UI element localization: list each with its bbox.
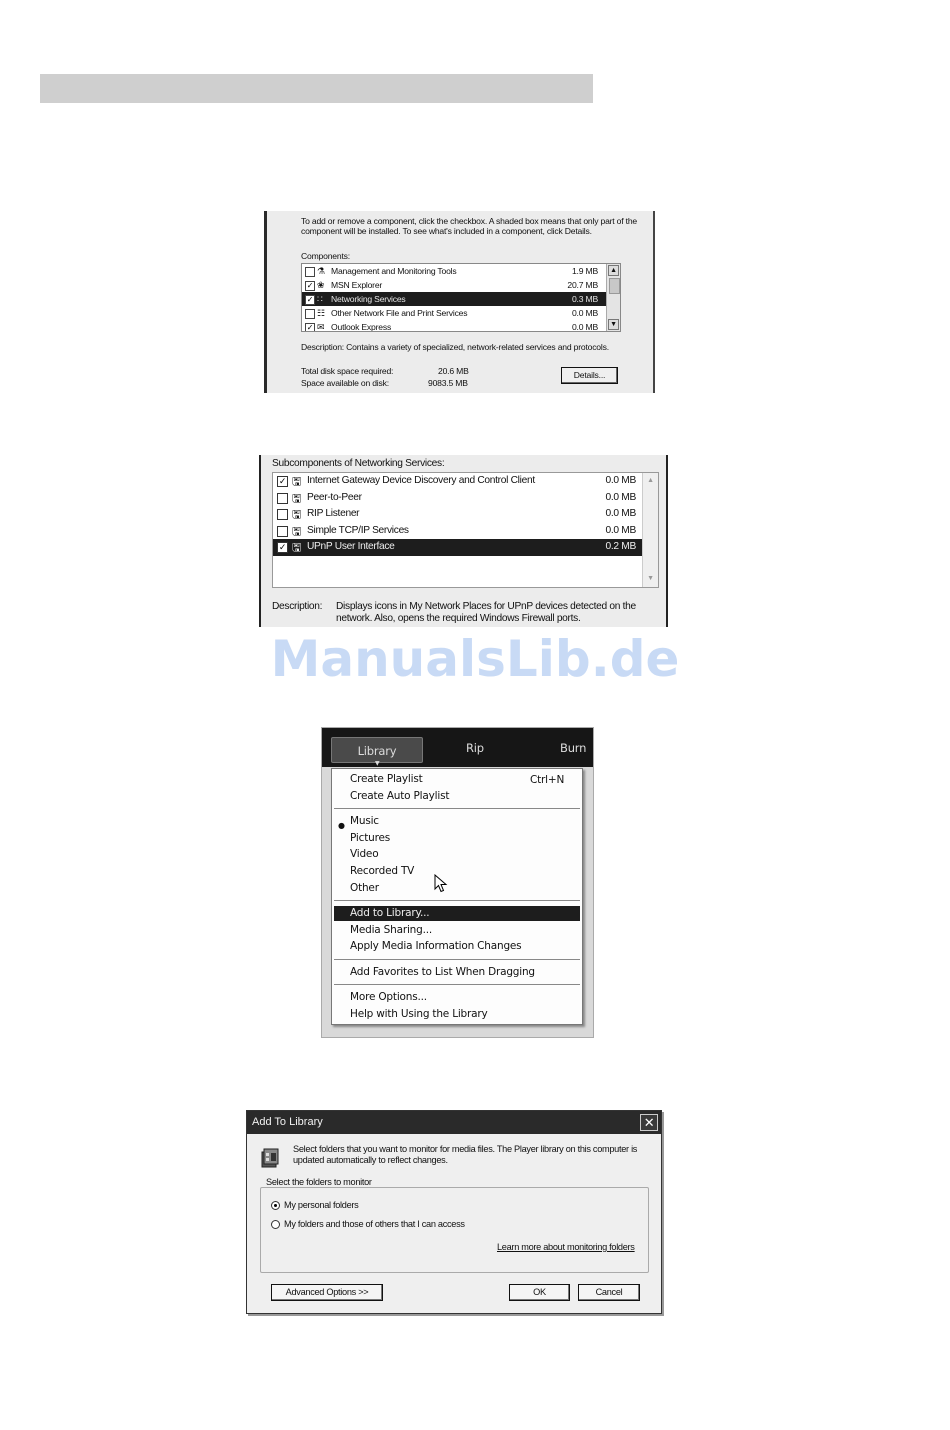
menu-item-other[interactable]: Other	[350, 882, 379, 894]
menu-item-media-sharing[interactable]: Media Sharing...	[350, 924, 432, 936]
computer-icon: 🖫	[292, 525, 302, 538]
total-space-value: 20.6 MB	[438, 366, 469, 376]
menu-item-apply-media-info[interactable]: Apply Media Information Changes	[350, 940, 522, 952]
shortcut-label: Ctrl+N	[530, 774, 565, 786]
available-space-label: Space available on disk:	[301, 378, 389, 388]
list-item[interactable]: 🖫 Peer-to-Peer 0.0 MB	[273, 490, 658, 507]
section-header-bar	[40, 74, 593, 103]
windows-components-panel	[264, 211, 655, 393]
checkbox[interactable]: ✓	[278, 542, 287, 553]
player-tab-bar	[322, 728, 593, 767]
components-list[interactable]	[301, 263, 621, 332]
component-description: Description: Contains a variety of specialized, network-related services and protocols.	[301, 342, 609, 352]
radio-others-folders[interactable]	[271, 1220, 280, 1229]
checkbox[interactable]	[305, 267, 315, 277]
list-item[interactable]: ✓ ❀ MSN Explorer 20.7 MB	[306, 280, 598, 290]
network-icon: ☷	[317, 308, 325, 318]
list-item[interactable]: ✓ 🖫 Internet Gateway Device Discovery and Control Client 0.0 MB	[273, 473, 658, 490]
menu-item-add-to-library[interactable]: Add to Library...	[334, 906, 580, 921]
group-label: Select the folders to monitor	[266, 1177, 372, 1187]
computer-icon: 🖫	[292, 492, 302, 505]
menu-item-create-playlist[interactable]: Create Playlist	[350, 773, 423, 785]
tab-library[interactable]: Library	[331, 737, 423, 763]
option-label: My folders and those of others that I can access	[284, 1219, 465, 1229]
close-button[interactable]: ✕	[640, 1114, 658, 1131]
description-label: Description:	[272, 601, 323, 612]
computer-icon: 🖫	[292, 542, 302, 555]
total-space-label: Total disk space required:	[301, 366, 394, 376]
network-icon: ∷	[317, 294, 323, 304]
list-item[interactable]: 🖫 Simple TCP/IP Services 0.0 MB	[273, 523, 658, 540]
menu-divider	[334, 984, 580, 985]
menu-item-pictures[interactable]: Pictures	[350, 832, 390, 844]
cancel-button[interactable]: Cancel	[578, 1284, 640, 1301]
checkbox[interactable]: ✓	[306, 295, 314, 304]
outlook-icon: ✉	[317, 322, 325, 332]
mouse-pointer-icon	[434, 874, 448, 894]
learn-more-link[interactable]: Learn more about monitoring folders	[497, 1242, 635, 1252]
add-to-library-dialog	[246, 1110, 662, 1314]
media-player-library-menu	[321, 727, 594, 1038]
computer-icon: 🖫	[292, 476, 302, 488]
watermark: ManualsLib.de	[270, 630, 680, 688]
scroll-thumb[interactable]	[609, 278, 620, 294]
menu-divider	[334, 959, 580, 960]
checkbox[interactable]	[305, 309, 315, 319]
menu-item-help-library[interactable]: Help with Using the Library	[350, 1008, 488, 1020]
networking-services-panel	[259, 455, 668, 627]
subcomponents-list[interactable]	[272, 472, 659, 588]
tools-icon: ⚗	[317, 266, 325, 276]
list-item[interactable]: 🖫 RIP Listener 0.0 MB	[273, 506, 658, 523]
menu-item-add-favorites[interactable]: Add Favorites to List When Dragging	[350, 966, 535, 978]
radio-my-personal-folders[interactable]	[271, 1201, 280, 1210]
dialog-title: Add To Library	[252, 1116, 323, 1128]
bullet-icon: ●	[338, 821, 345, 830]
tab-rip[interactable]: Rip	[466, 741, 484, 755]
scroll-up-icon[interactable]: ▲	[608, 265, 619, 276]
menu-divider	[334, 808, 580, 809]
list-item-selected[interactable]: ✓ ∷ Networking Services 0.3 MB	[302, 292, 620, 306]
description-text: Displays icons in My Network Places for UPnP devices detected on the network. Also, opens the required Windows Firewall ports.	[336, 601, 636, 624]
menu-item-video[interactable]: Video	[350, 848, 379, 860]
menu-item-create-auto-playlist[interactable]: Create Auto Playlist	[350, 790, 450, 802]
dialog-intro-text: Select folders that you want to monitor for media files. The Player library on this computer is updated automatically to reflect changes.	[293, 1144, 638, 1165]
menu-item-recorded-tv[interactable]: Recorded TV	[350, 865, 415, 877]
subcomponents-title: Subcomponents of Networking Services:	[272, 458, 445, 469]
tab-burn[interactable]: Burn	[560, 741, 587, 755]
checkbox[interactable]	[277, 526, 288, 537]
available-space-value: 9083.5 MB	[428, 378, 468, 388]
media-folder-icon	[260, 1147, 282, 1169]
chevron-down-icon: ▼	[375, 760, 380, 767]
advanced-options-button[interactable]: Advanced Options >>	[271, 1284, 383, 1301]
checkbox[interactable]: ✓	[306, 281, 314, 290]
library-dropdown-menu	[331, 768, 583, 1025]
details-button[interactable]: Details...	[561, 367, 618, 384]
checkbox[interactable]: ✓	[278, 476, 287, 486]
list-item[interactable]: ✓ ✉ Outlook Express 0.0 MB	[306, 322, 598, 332]
msn-butterfly-icon: ❀	[317, 280, 325, 290]
list-item-selected[interactable]: ✓ 🖫 UPnP User Interface 0.2 MB	[273, 539, 658, 556]
list-item[interactable]: ⚗ Management and Monitoring Tools 1.9 MB	[302, 264, 620, 278]
list-item[interactable]: ☷ Other Network File and Print Services 0.0 MB	[302, 306, 620, 320]
checkbox[interactable]: ✓	[306, 323, 314, 332]
checkbox[interactable]	[277, 493, 288, 504]
scrollbar[interactable]	[606, 264, 620, 331]
menu-item-music[interactable]: Music	[350, 815, 379, 827]
scrollbar[interactable]	[642, 473, 658, 587]
menu-divider	[334, 900, 580, 901]
ok-button[interactable]: OK	[509, 1284, 570, 1301]
scroll-down-icon[interactable]: ▼	[647, 575, 654, 582]
dialog-title-bar	[247, 1111, 661, 1134]
scroll-up-icon[interactable]: ▲	[647, 477, 654, 484]
menu-item-more-options[interactable]: More Options...	[350, 991, 427, 1003]
checkbox[interactable]	[277, 509, 288, 520]
computer-icon: 🖫	[292, 509, 302, 522]
option-label: My personal folders	[284, 1200, 359, 1210]
scroll-down-icon[interactable]: ▼	[608, 319, 619, 330]
components-label: Components:	[301, 251, 350, 261]
components-intro-text: To add or remove a component, click the checkbox. A shaded box means that only part of the component will be installed. To see what's included in a component, click Details.	[301, 216, 637, 236]
